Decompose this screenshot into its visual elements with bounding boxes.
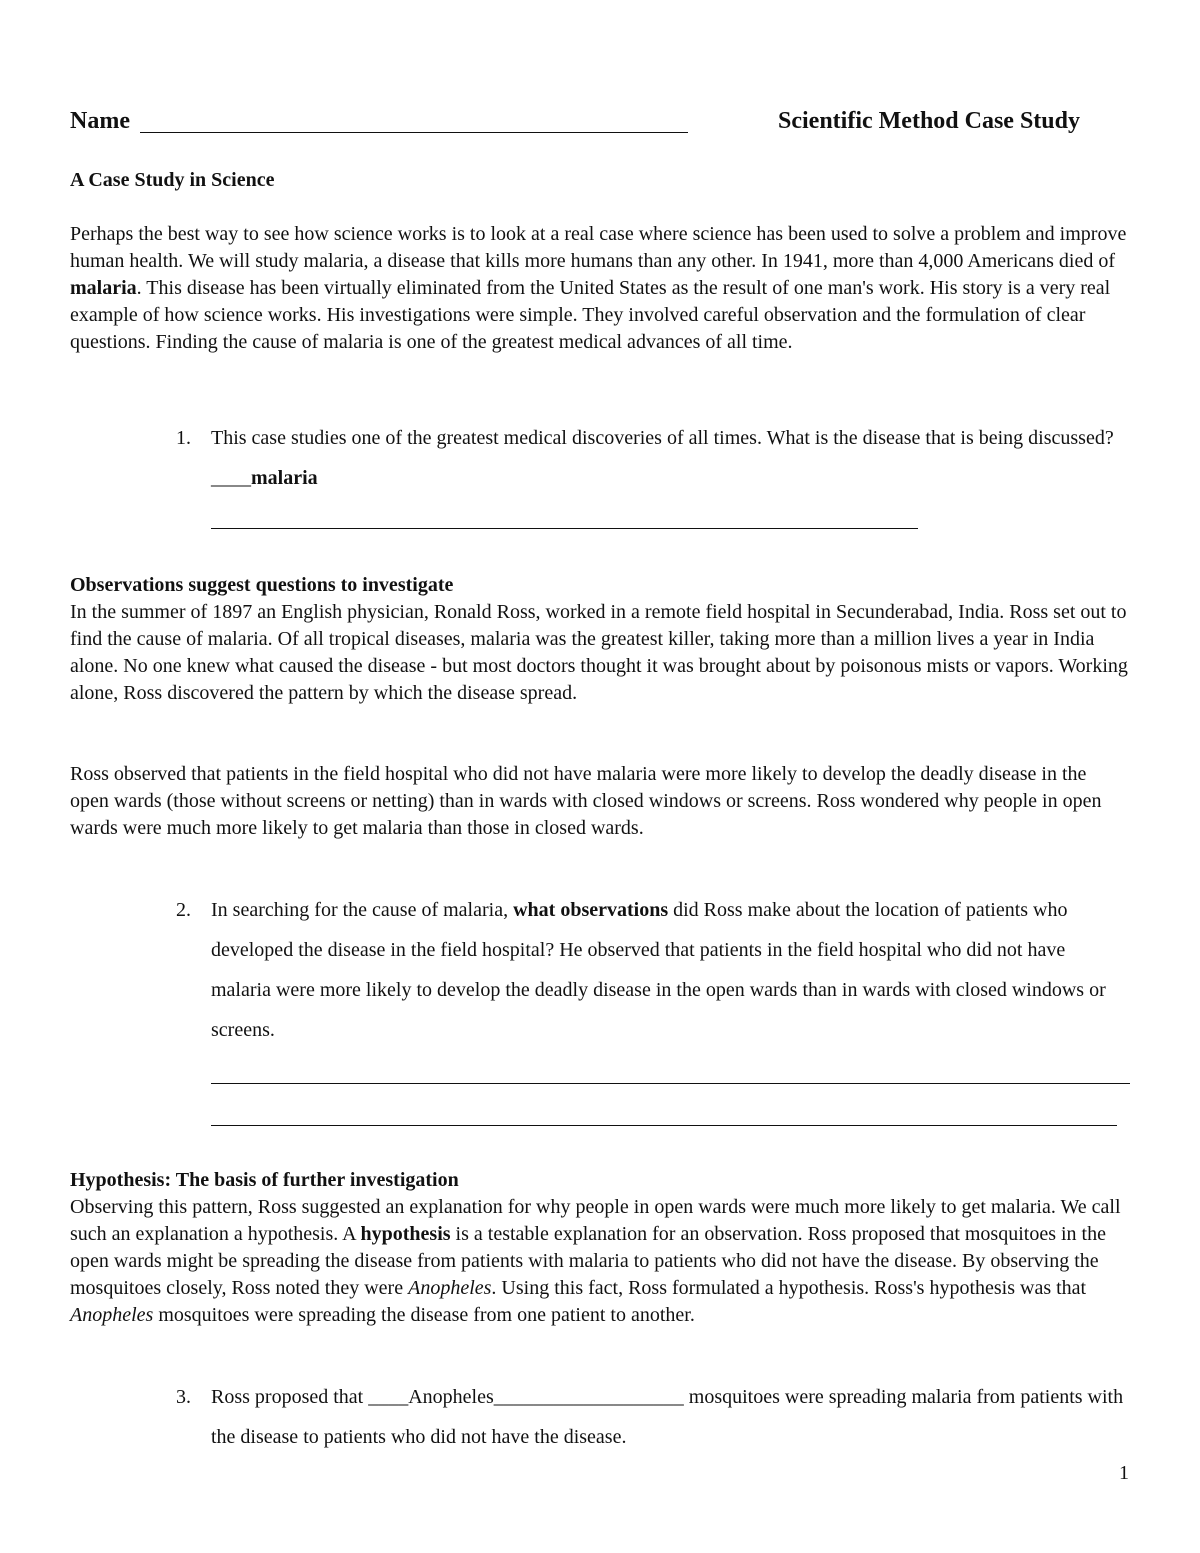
intro-heading: A Case Study in Science [70, 169, 275, 191]
malaria-bold: malaria [70, 277, 137, 299]
question-3-answer[interactable]: Anopheles [408, 1386, 494, 1408]
name-blank-line[interactable] [140, 132, 688, 133]
hypothesis-paragraph: Observing this pattern, Ross suggested an explanation for why people in open wards were much more likely to get malaria. We call such an explanation a hypothesis. A hypothesis is a testable explanation for an observation. Ross proposed that mosquitoes in the open wards might be spreading the disease from patients with malaria to patients who did not have the disease. By observing the mosquitoes closely, Ross noted they were Anopheles. Using this fact, Ross formulated a hypothesis. Ross's hypothesis was that Anopheles mosquitoes were spreading the disease from one patient to another. [70, 1196, 1121, 1326]
question-2-answer-line-2[interactable] [211, 1125, 1117, 1126]
anopheles-italic-2: Anopheles [70, 1304, 154, 1326]
question-3-blank-2[interactable]: ___________________ [493, 1386, 684, 1408]
question-1-answer-line[interactable] [211, 528, 918, 529]
page-number: 1 [1119, 1462, 1129, 1484]
question-3-number: 3. [176, 1386, 191, 1408]
question-3-blank-1[interactable]: ____ [368, 1386, 409, 1408]
intro-paragraph: Perhaps the best way to see how science works is to look at a real case where science has been used to solve a problem and improve human health. We will study malaria, a disease that kills more humans than any other. In 1941, more than 4,000 Americans died of malaria. This disease has been virtually eliminated from the United States as the result of one man's work. His story is a very real example of how science works. His investigations were simple. They involved careful observation and the formulation of clear questions. Finding the cause of malaria is one of the greatest medical advances of all time. [70, 223, 1127, 353]
question-2-number: 2. [176, 899, 191, 921]
question-3-text: Ross proposed that ____Anopheles___________________ mosquitoes were spreading malaria from patients with the disease to patients who did not have the disease. [211, 1386, 1124, 1448]
page-title: Scientific Method Case Study [778, 108, 1080, 134]
hypothesis-heading: Hypothesis: The basis of further investigation [70, 1169, 459, 1191]
anopheles-italic-1: Anopheles [408, 1277, 492, 1299]
question-1-answer[interactable]: malaria [251, 467, 318, 489]
name-label: Name [70, 108, 130, 134]
hypothesis-bold: hypothesis [360, 1223, 451, 1245]
observations-paragraph-2: Ross observed that patients in the field hospital who did not have malaria were more likely to develop the deadly disease in the open wards (those without screens or netting) than in wards with closed windows or screens. Ross wondered why people in open wards were much more likely to get malaria than those in closed wards. [70, 763, 1102, 839]
observations-heading: Observations suggest questions to investigate [70, 574, 454, 596]
what-observations-bold: what observations [513, 899, 669, 921]
question-1-number: 1. [176, 427, 191, 449]
observations-paragraph-1: In the summer of 1897 an English physician, Ronald Ross, worked in a remote field hospital in Secunderabad, India. Ross set out to find the cause of malaria. Of all tropical diseases, malaria was the greatest killer, taking more than a million lives a year in India alone. No one knew what caused the disease - but most doctors thought it was brought about by poisonous mists or vapors. Working alone, Ross discovered the pattern by which the disease spread. [70, 601, 1128, 704]
question-2-answer[interactable]: He observed that patients in the field hospital who did not have malaria were more likely to develop the deadly disease in the open wards than in wards with closed windows or screens. [211, 939, 1106, 1041]
question-2-text: In searching for the cause of malaria, what observations did Ross make about the location of patients who developed the disease in the field hospital? He observed that patients in the field hospital who did not have malaria were more likely to develop the deadly disease in the open wards than in wards with closed windows or screens. [211, 899, 1106, 1041]
question-1-text: This case studies one of the greatest medical discoveries of all times. What is the disease that is being discussed?____malaria [211, 418, 1131, 498]
question-2-answer-line-1[interactable] [211, 1083, 1130, 1084]
question-1-blank[interactable]: ____ [211, 467, 251, 489]
